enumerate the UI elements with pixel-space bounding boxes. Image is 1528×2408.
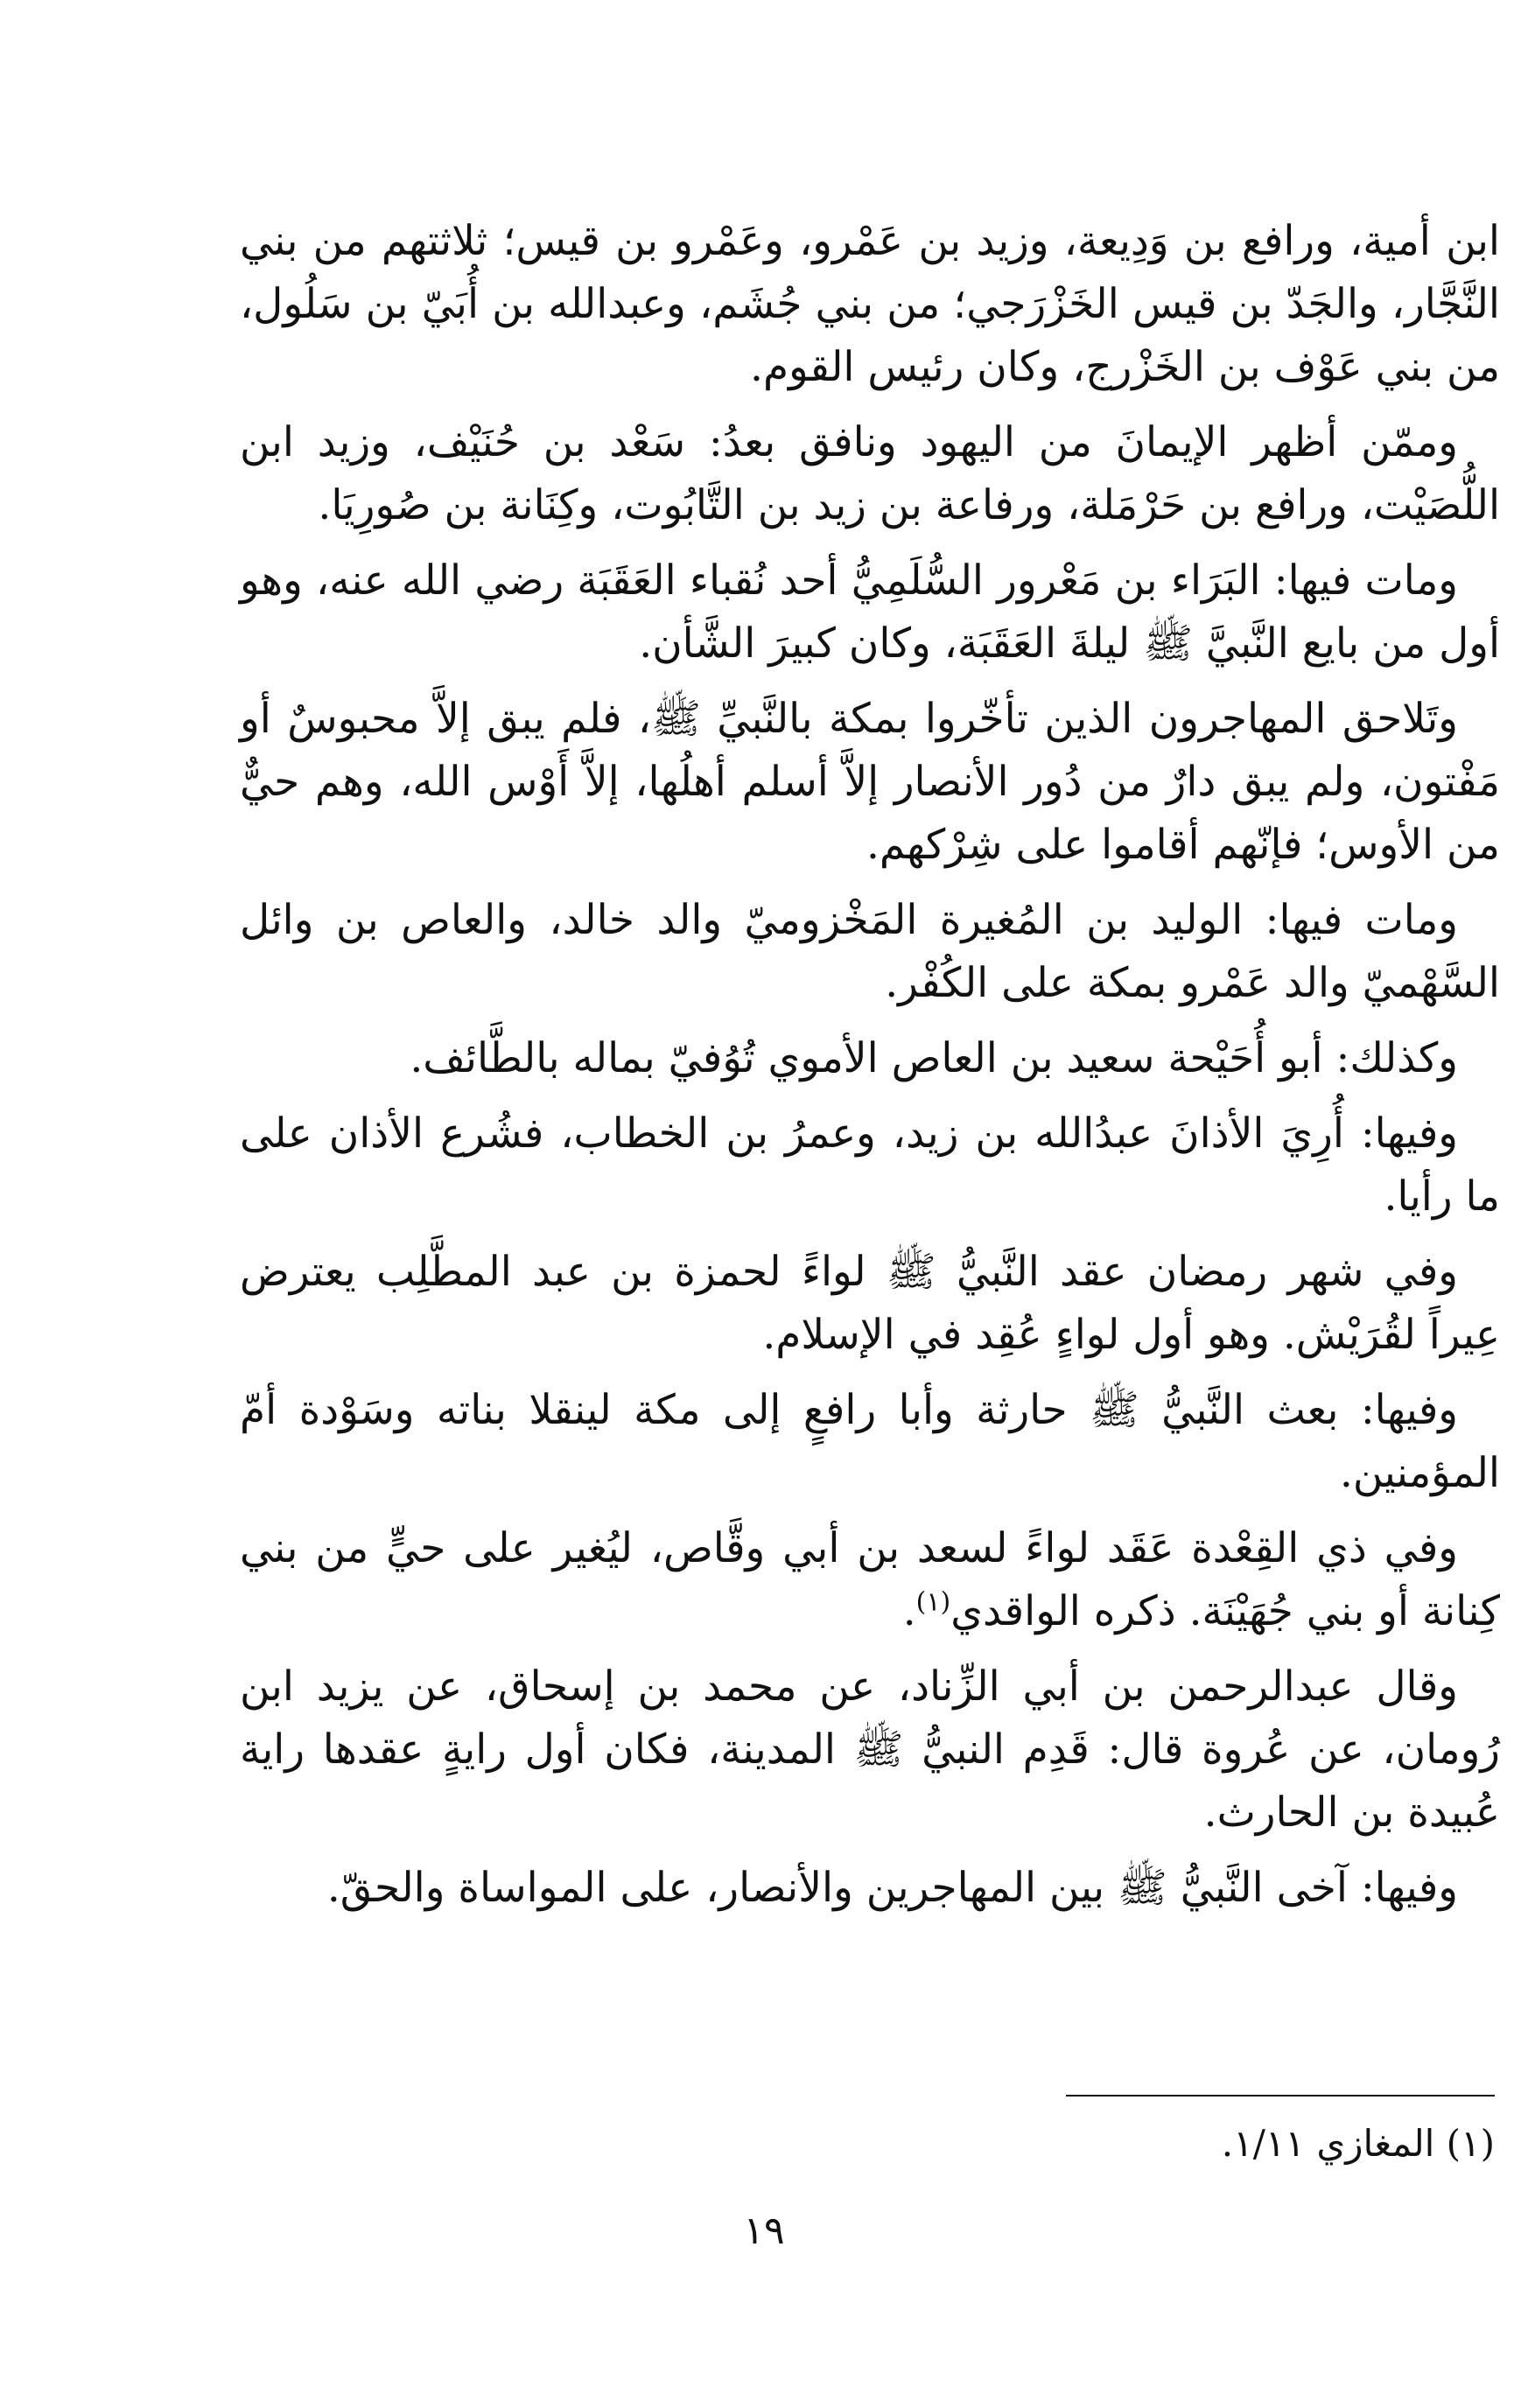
paragraph-3: ومات فيها: البَرَاء بن مَعْرور السُّلَمِيُّ أحد نُقباء العَقَبَة رضي الله عنه، وهو أول من بايع النَّبيَّ ﷺ ليلةَ العَقَبَة، وكان كبيرَ الشَّأن.	[240, 556, 1500, 668]
paragraph-8: وفي شهر رمضان عقد النَّبيُّ ﷺ لواءً لحمزة بن عبد المطَّلِب يعترض عِيراً لقُرَيْش. وهو أول لواءٍ عُقِد في الإسلام.	[240, 1248, 1500, 1359]
paragraph-6: وكذلك: أبو أُحَيْحة سعيد بن العاص الأموي تُوُفيّ بماله بالطَّائف.	[410, 1034, 1458, 1082]
paragraph-4: وتَلاحق المهاجرون الذين تأخّروا بمكة بالنَّبيِّ ﷺ، فلم يبق إلاَّ محبوسٌ أو مَفْتون، ولم يبق دارٌ من دُور الأنصار إلاَّ أسلم أهلُها، إلاَّ أَوْس الله، وهم حيٌّ من الأوس؛ فإنّهم أقاموا على شِرْكهم.	[240, 695, 1500, 869]
paragraph-10-text: وفي ذي القِعْدة عَقَد لواءً لسعد بن أبي وقَّاص، ليُغير على حيٍّ من بني كِنانة أو بني جُهَيْنَة. ذكره الواقدي	[240, 1524, 1500, 1635]
paragraph-12: وفيها: آخى النَّبيُّ ﷺ بين المهاجرين والأنصار، على المواساة والحقّ.	[326, 1864, 1458, 1912]
paragraph-2: وممّن أظهر الإيمانَ من اليهود ونافق بعدُ: سَعْد بن حُنَيْف، وزيد ابن اللُّصَيْت، ورافع بن حَرْمَلة، ورفاعة بن زيد بن التَّابُوت، وكِنَانة بن صُورِيَا.	[240, 418, 1500, 529]
paragraph-5: ومات فيها: الوليد بن المُغيرة المَخْزوميّ والد خالد، والعاص بن وائل السَّهْميّ والد عَمْرو بمكة على الكُفْر.	[240, 896, 1500, 1007]
paragraph-9: وفيها: بعث النَّبيُّ ﷺ حارثة وأبا رافعٍ إلى مكة لينقلا بناته وسَوْدة أمّ المؤمنين.	[240, 1386, 1500, 1497]
footnote-divider	[1066, 2095, 1495, 2096]
footnote-marker[interactable]: (١)	[915, 1586, 951, 1618]
paragraph-7: وفيها: أُرِيَ الأذانَ عبدُالله بن زيد، وعمرُ بن الخطاب، فشُرع الأذان على ما رأيا.	[240, 1110, 1500, 1221]
footnote: (١) المغازي ١/١١.	[1221, 2122, 1495, 2165]
paragraph-10: وفي ذي القِعْدة عَقَد لواءً لسعد بن أبي وقَّاص، ليُغير على حيٍّ من بني كِنانة أو بني جُهَيْنَة. ذكره الواقدي$^{(١)}$.	[240, 1524, 1500, 1635]
paragraph-1: ابن أمية، ورافع بن وَدِيعة، وزيد بن عَمْرو، وعَمْرو بن قيس؛ ثلاثتهم من بني النَّجَّار، والجَدّ بن قيس الخَزْرَجي؛ من بني جُشَم، وعبدالله بن أُبَيّ بن سَلُول، من بني عَوْف بن الخَزْرج، وكان رئيس القوم.	[240, 217, 1500, 391]
page-number: ١٩	[743, 2208, 785, 2253]
paragraph-11: وقال عبدالرحمن بن أبي الزِّناد، عن محمد بن إسحاق، عن يزيد ابن رُومان، عن عُروة قال: قَدِم النبيُّ ﷺ المدينة، فكان أول رايةٍ عقدها راية عُبيدة بن الحارث.	[240, 1662, 1500, 1837]
main-text	[240, 210, 1500, 1932]
